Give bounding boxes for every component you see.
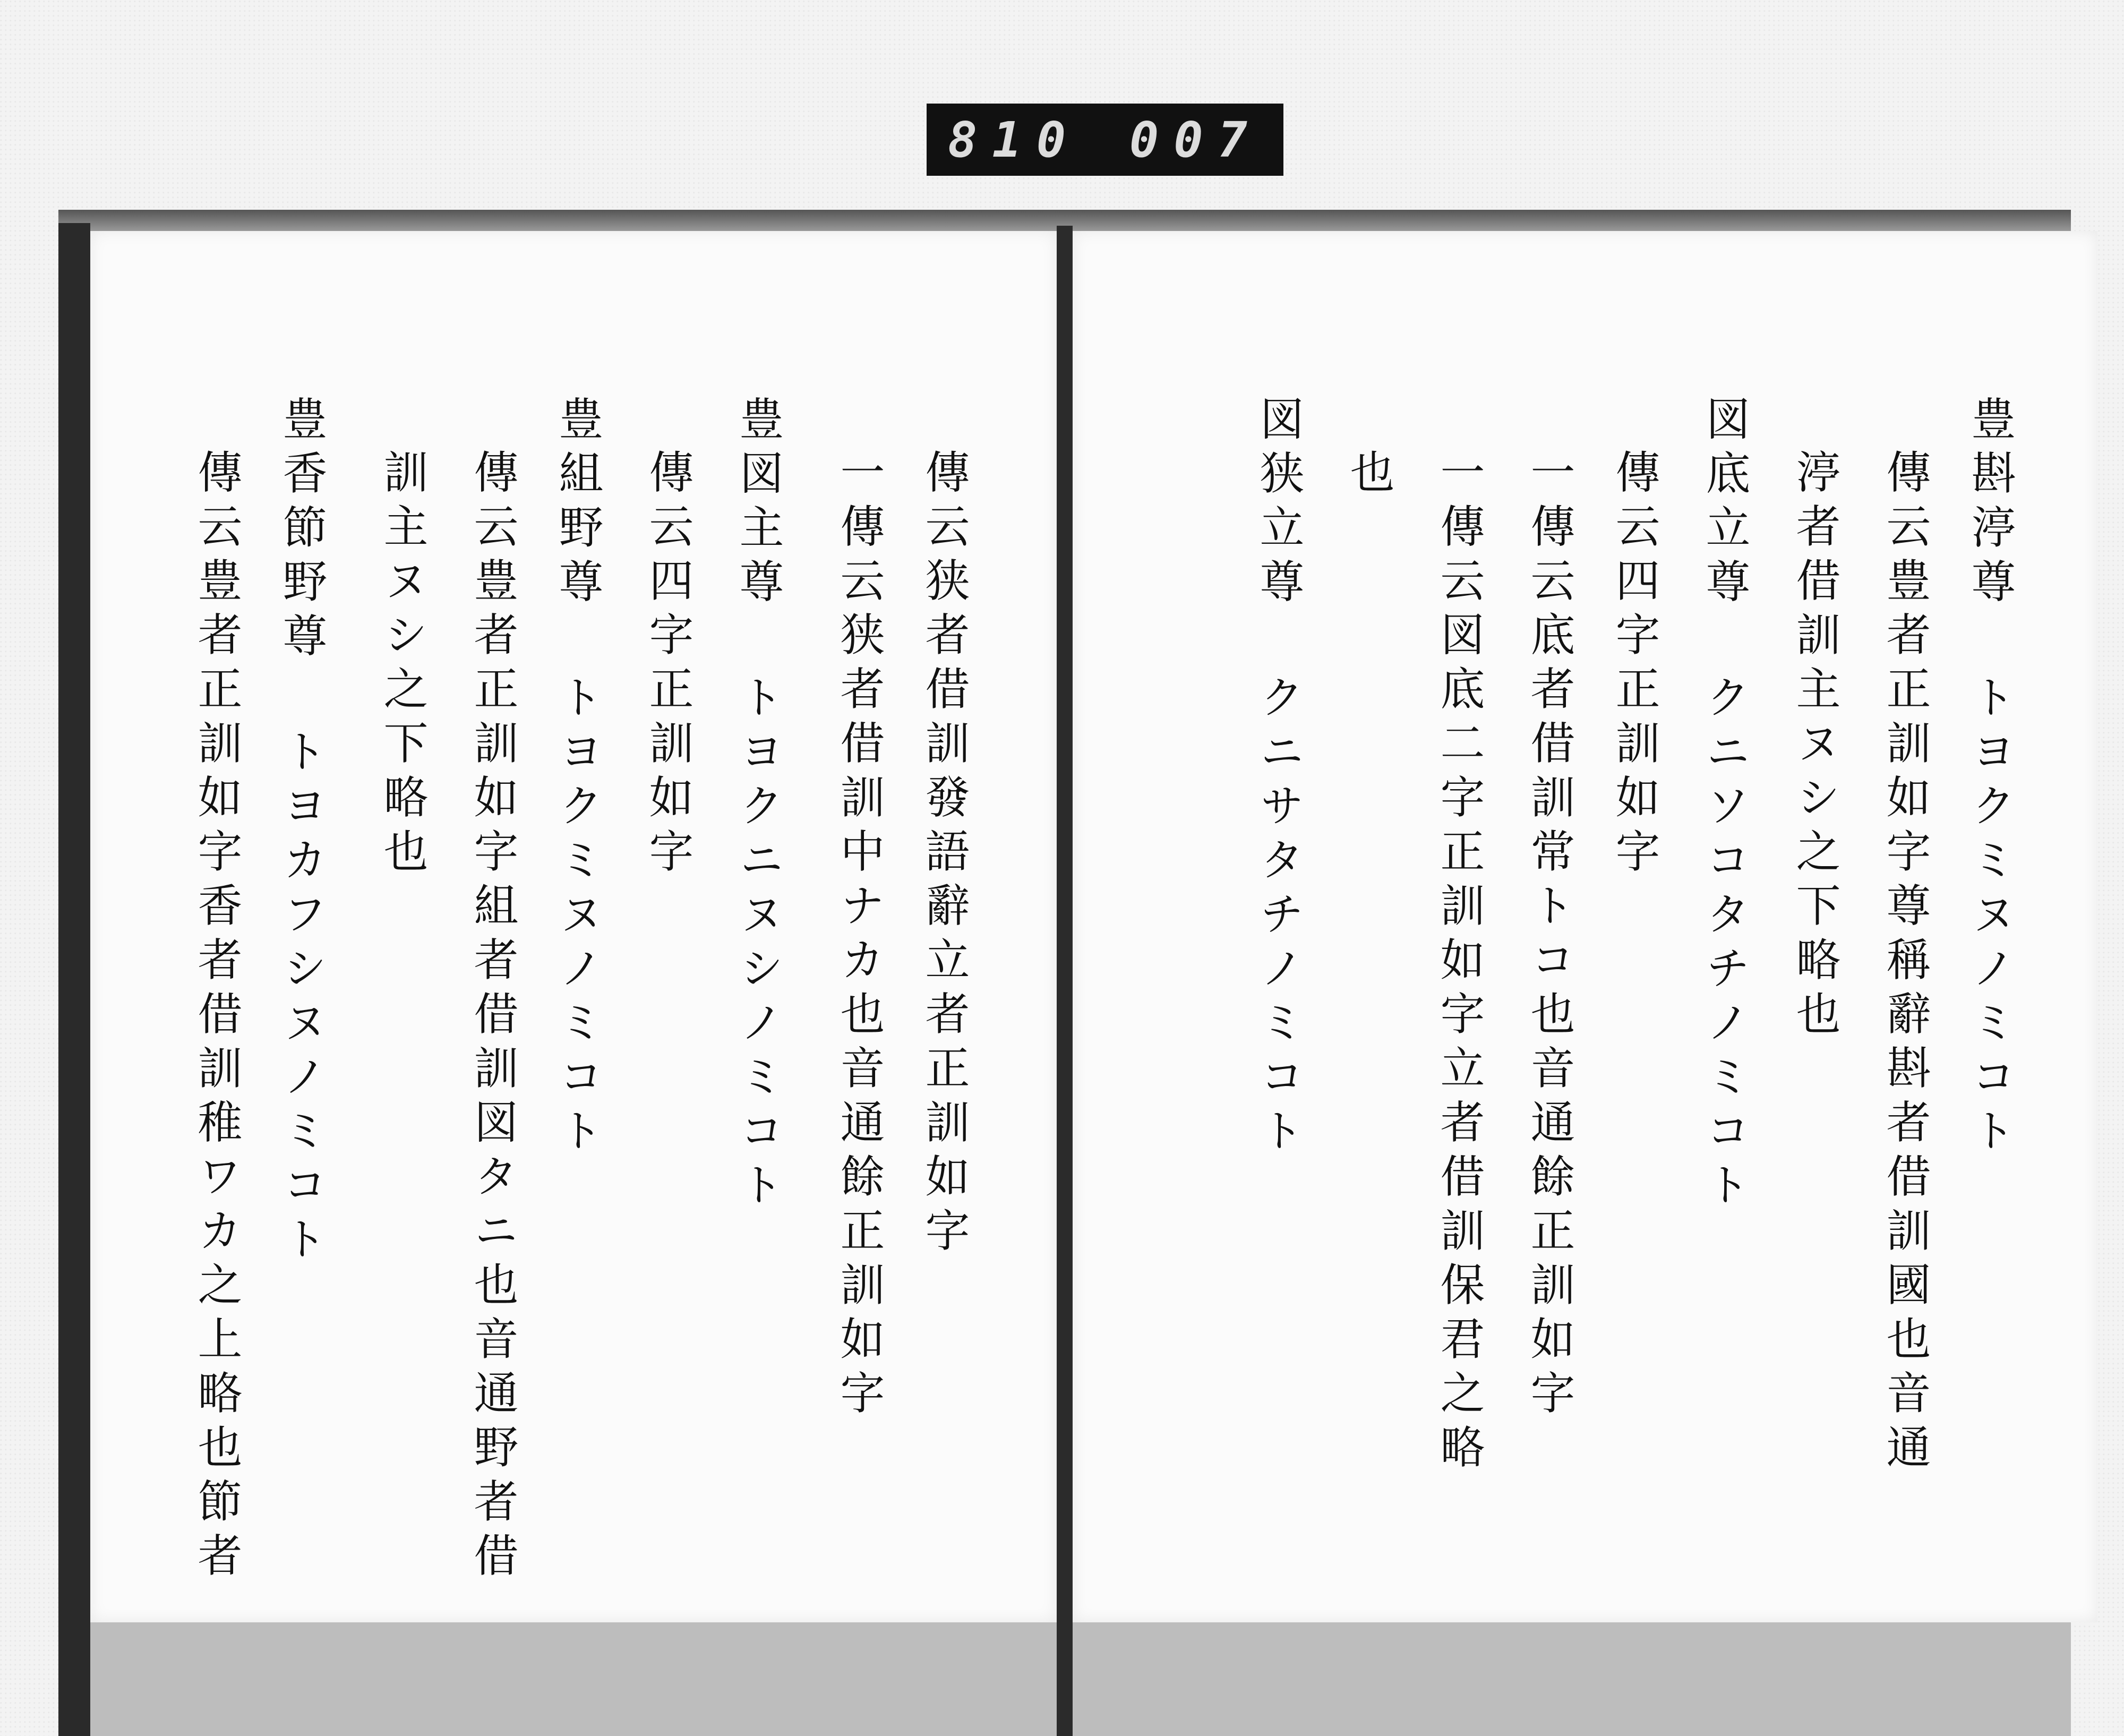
- left-col-9: 傳云豊者正訓如字香者借訓稚ワカ之上略也節者: [191, 449, 243, 1586]
- book-left-edge: [58, 223, 90, 1736]
- left-page: [90, 231, 1057, 1622]
- right-col-4: 図底立尊 クニソコタチノミコト: [1699, 396, 1751, 1216]
- right-col-9: 図狭立尊 クニサタチノミコト: [1253, 396, 1305, 1161]
- left-col-5: 豊組野尊 トヨクミヌノミコト: [552, 396, 604, 1161]
- frame-number-right: 007: [1129, 111, 1262, 168]
- right-page: [1073, 231, 2097, 1622]
- right-col-8: 也: [1343, 449, 1395, 503]
- left-col-6: 傳云豊者正訓如字組者借訓図タニ也音通野者借: [467, 449, 519, 1586]
- right-col-1: 豊斟渟尊 トヨクミヌノミコト: [1964, 396, 2016, 1161]
- frame-number-left: 810: [948, 111, 1081, 168]
- left-col-7: 訓主ヌシ之下略也: [376, 449, 429, 882]
- left-col-8: 豊香節野尊 トヨカフシヌノミコト: [276, 396, 328, 1270]
- right-col-5: 傳云四字正訓如字: [1608, 449, 1660, 882]
- left-col-4: 傳云四字正訓如字: [642, 449, 694, 882]
- left-col-2: 一傳云狭者借訓中ナカ也音通餘正訓如字: [833, 449, 885, 1424]
- open-book: [58, 210, 2071, 1736]
- frame-number-plate: [927, 104, 1283, 176]
- right-col-2: 傳云豊者正訓如字尊稱辭斟者借訓國也音通: [1879, 449, 1931, 1478]
- left-col-3: 豊図主尊 トヨクニヌシノミコト: [732, 396, 784, 1216]
- left-col-1: 傳云狭者借訓發語辭立者正訓如字: [918, 449, 970, 1261]
- right-col-6: 一傳云底者借訓常トコ也音通餘正訓如字: [1523, 449, 1575, 1424]
- right-page-text: [1073, 396, 2097, 1622]
- right-col-7: 一傳云図底二字正訓如字立者借訓保君之略: [1433, 449, 1485, 1478]
- left-page-text: [90, 396, 1057, 1622]
- book-gutter: [1057, 226, 1073, 1736]
- right-col-3: 渟者借訓主ヌシ之下略也: [1789, 449, 1841, 1045]
